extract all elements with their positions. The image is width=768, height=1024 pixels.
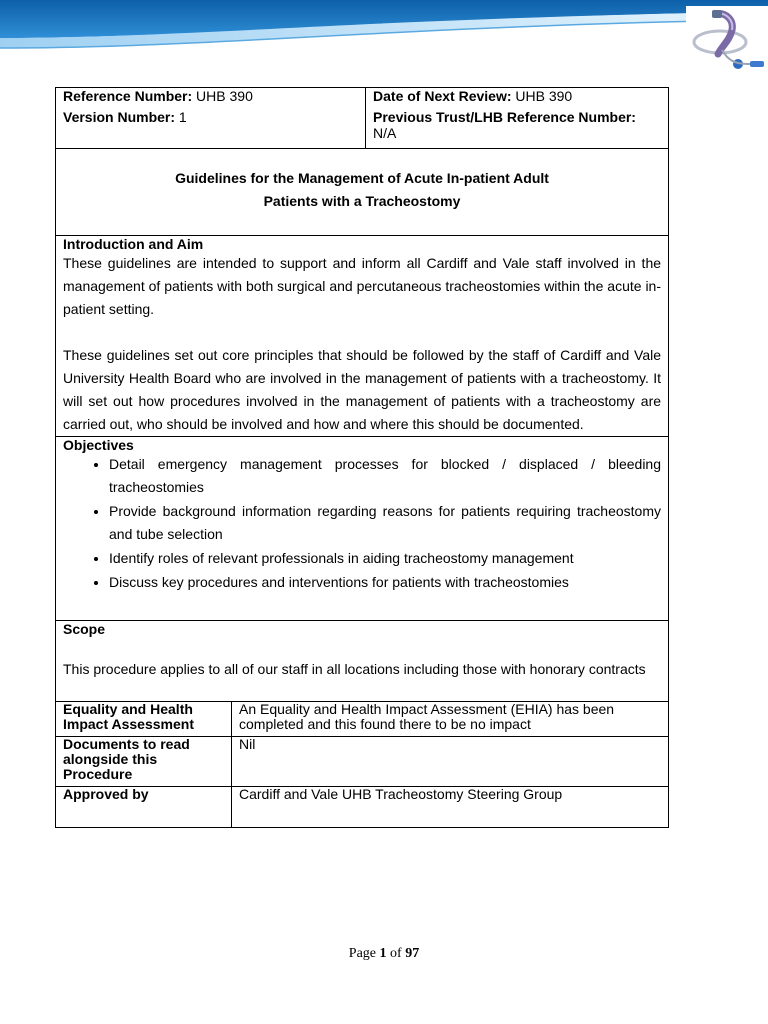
next-review-value: UHB 390 <box>511 88 573 104</box>
version-number-value: 1 <box>175 109 187 125</box>
objectives-cell <box>56 437 669 621</box>
equality-key-cell <box>56 702 232 737</box>
next-review-label: Date of Next Review: <box>373 88 512 104</box>
document-title-line-1: Guidelines for the Management of Acute In-patient Adult <box>175 170 549 186</box>
of-word: of <box>386 946 406 961</box>
introduction-paragraph-2: These guidelines set out core principles that should be followed by the staff of Cardiff and Vale University Health Board who are involved in the management of patients with a tracheostomy. It will set out how procedures involved in the management of patients with a tracheostomy are carried out, who should be involved and how and where this should be documented. <box>63 347 662 432</box>
approved-key-cell <box>56 787 232 828</box>
version-number-label: Version Number: <box>63 109 176 125</box>
equality-assessment-value: An Equality and Health Impact Assessment (EHIA) has been completed and this found there to be no impact <box>239 701 615 732</box>
documents-to-read-value: Nil <box>239 736 256 752</box>
title-cell <box>56 149 669 236</box>
objective-item: • Identify roles of relevant professionals in aiding tracheostomy management <box>109 547 661 570</box>
reference-number-label: Reference Number: <box>63 88 193 104</box>
documents-value-cell <box>232 737 669 787</box>
document-table <box>55 87 669 828</box>
objectives-heading: Objectives <box>63 437 134 453</box>
objective-item: • Detail emergency management processes for blocked / displaced / bleeding tracheostomies <box>109 453 661 499</box>
scope-heading: Scope <box>63 621 106 637</box>
equality-assessment-label: Equality and Health Impact Assessment <box>63 701 194 732</box>
reference-cell-left <box>56 88 366 149</box>
introduction-paragraph-1: These guidelines are intended to support and inform all Cardiff and Vale staff involved in the management of patients with both surgical and percutaneous tracheostomies within the acute in-patient setting. <box>63 255 662 317</box>
page-total: 97 <box>405 946 420 961</box>
previous-reference-value: N/A <box>373 125 397 141</box>
equality-value-cell <box>232 702 669 737</box>
documents-key-cell <box>56 737 232 787</box>
tracheostomy-tube-icon <box>686 6 768 76</box>
page-number: 1 <box>379 946 387 961</box>
approved-by-value: Cardiff and Vale UHB Tracheostomy Steering Group <box>239 786 563 802</box>
objectives-list <box>63 453 661 594</box>
page-footer <box>0 946 768 962</box>
reference-number-value: UHB 390 <box>192 88 253 104</box>
page-word: Page <box>348 946 380 961</box>
documents-to-read-label: Documents to read alongside this Procedure <box>63 736 190 782</box>
approved-value-cell <box>232 787 669 828</box>
objective-item: • Discuss key procedures and interventions for patients with tracheostomies <box>109 571 661 594</box>
approved-by-label: Approved by <box>63 786 149 802</box>
scope-text: This procedure applies to all of our staff in all locations including those with honorary contracts <box>63 661 646 677</box>
header-wave-band <box>0 0 768 80</box>
introduction-heading: Introduction and Aim <box>63 236 204 252</box>
scope-cell <box>56 621 669 702</box>
objective-item: • Provide background information regarding reasons for patients requiring tracheostomy and tube selection <box>109 500 661 546</box>
previous-reference-label: Previous Trust/LHB Reference Number: <box>373 109 636 125</box>
introduction-cell <box>56 236 669 437</box>
reference-cell-right <box>366 88 669 149</box>
document-title-line-2: Patients with a Tracheostomy <box>263 193 461 209</box>
